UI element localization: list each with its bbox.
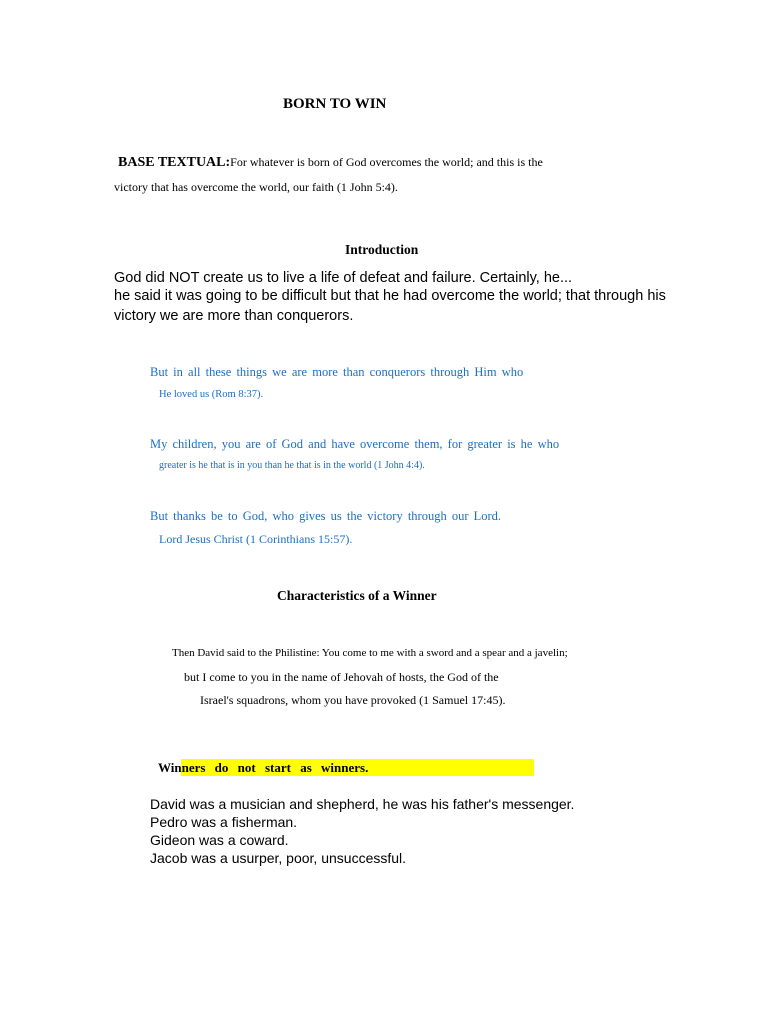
base-text-line-2: victory that has overcome the world, our faith (1 John 5:4).	[114, 180, 398, 194]
verse-3-main	[138, 509, 501, 524]
list-item-text: Pedro was a fisherman.	[150, 814, 298, 830]
list-item	[138, 850, 406, 866]
introduction-heading: Introduction	[345, 242, 419, 257]
introduction-line-1: God did NOT create us to live a life of defeat and failure. Certainly, he...	[114, 270, 573, 286]
verse-2-main	[138, 437, 559, 452]
list-item-text: David was a musician and shepherd, he was his father's messenger.	[150, 796, 575, 812]
list-item-text: Gideon was a coward.	[150, 832, 289, 848]
verse-2-text: My children, you are of God and have overcome them, for greater is he who	[150, 437, 560, 451]
quote-line-1: Then David said to the Philistine: You come to me with a sword and a spear and a javelin;	[172, 647, 568, 659]
base-text-label: BASE TEXTUAL:	[118, 155, 231, 170]
winners-heading: Winners do not start as winners.	[158, 760, 369, 775]
base-text-line-1	[118, 155, 543, 171]
verse-1-text: But in all these things we are more than conquerors through Him who	[150, 365, 524, 379]
document-title: BORN TO WIN	[283, 96, 387, 112]
characteristics-heading: Characteristics of a Winner	[277, 588, 437, 603]
introduction-line-3: victory we are more than conquerors.	[114, 308, 354, 324]
verse-1-reference: He loved us (Rom 8:37).	[159, 389, 264, 400]
quote-line-2: but I come to you in the name of Jehovah of hosts, the God of the	[184, 670, 499, 684]
list-item-text: Jacob was a usurper, poor, unsuccessful.	[150, 850, 407, 866]
quote-line-3: Israel's squadrons, whom you have provoked (1 Samuel 17:45).	[200, 693, 506, 707]
list-item	[138, 814, 297, 830]
verse-3-reference: Lord Jesus Christ (1 Corinthians 15:57).	[159, 532, 353, 546]
verse-2-reference: greater is he that is in you than he that is in the world (1 John 4:4).	[159, 460, 425, 471]
list-item	[138, 796, 574, 812]
list-item	[138, 832, 289, 848]
verse-3-text: But thanks be to God, who gives us the victory through our Lord.	[150, 509, 502, 523]
introduction-line-2: he said it was going to be difficult but that he had overcome the world; that through his	[114, 288, 666, 304]
verse-1-main	[138, 365, 523, 380]
base-text-content: For whatever is born of God overcomes the world; and this is the	[230, 155, 543, 169]
winners-heading-row	[158, 759, 368, 776]
